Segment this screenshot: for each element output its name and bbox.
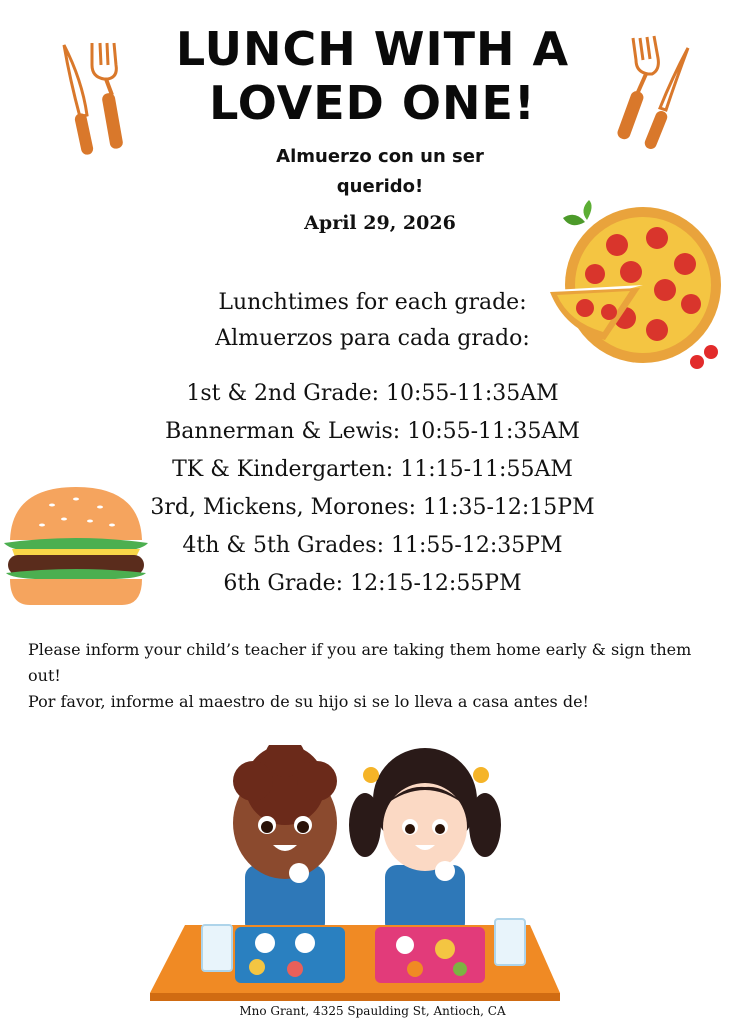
schedule-item: Bannerman & Lewis: 10:55-11:35AM <box>165 419 580 444</box>
lunchtimes-spanish: Almuerzos para cada grado: <box>215 326 530 351</box>
lunchtimes-english: Lunchtimes for each grade: <box>218 290 527 315</box>
subtitle-line-1: Almuerzo con un ser <box>276 146 484 167</box>
schedule-item: 4th & 5th Grades: 11:55-12:35PM <box>182 533 563 558</box>
kids-eating-illustration <box>145 745 570 1003</box>
title-line-1: LUNCH WITH A <box>175 22 570 76</box>
lunchtimes-header <box>140 285 605 357</box>
notice <box>28 637 718 715</box>
notice-english: Please inform your child’s teacher if you are taking them home early & sign them out! <box>28 640 692 685</box>
footer-address: Mno Grant, 4325 Spaulding St, Antioch, CA <box>239 1004 506 1018</box>
schedule-item: 1st & 2nd Grade: 10:55-11:35AM <box>186 381 559 406</box>
lunch-schedule <box>100 375 645 603</box>
schedule-item: 3rd, Mickens, Morones: 11:35-12:15PM <box>150 495 595 520</box>
subtitle <box>240 142 520 202</box>
title-line-2: LOVED ONE! <box>209 76 536 130</box>
page-title <box>120 22 625 130</box>
event-date: April 29, 2026 <box>304 212 456 234</box>
burger-icon <box>2 485 150 610</box>
schedule-item: TK & Kindergarten: 11:15-11:55AM <box>172 457 573 482</box>
subtitle-line-2: querido! <box>336 176 424 197</box>
notice-spanish: Por favor, informe al maestro de su hijo si se lo lleva a casa antes de! <box>28 692 589 711</box>
schedule-item: 6th Grade: 12:15-12:55PM <box>223 571 522 596</box>
